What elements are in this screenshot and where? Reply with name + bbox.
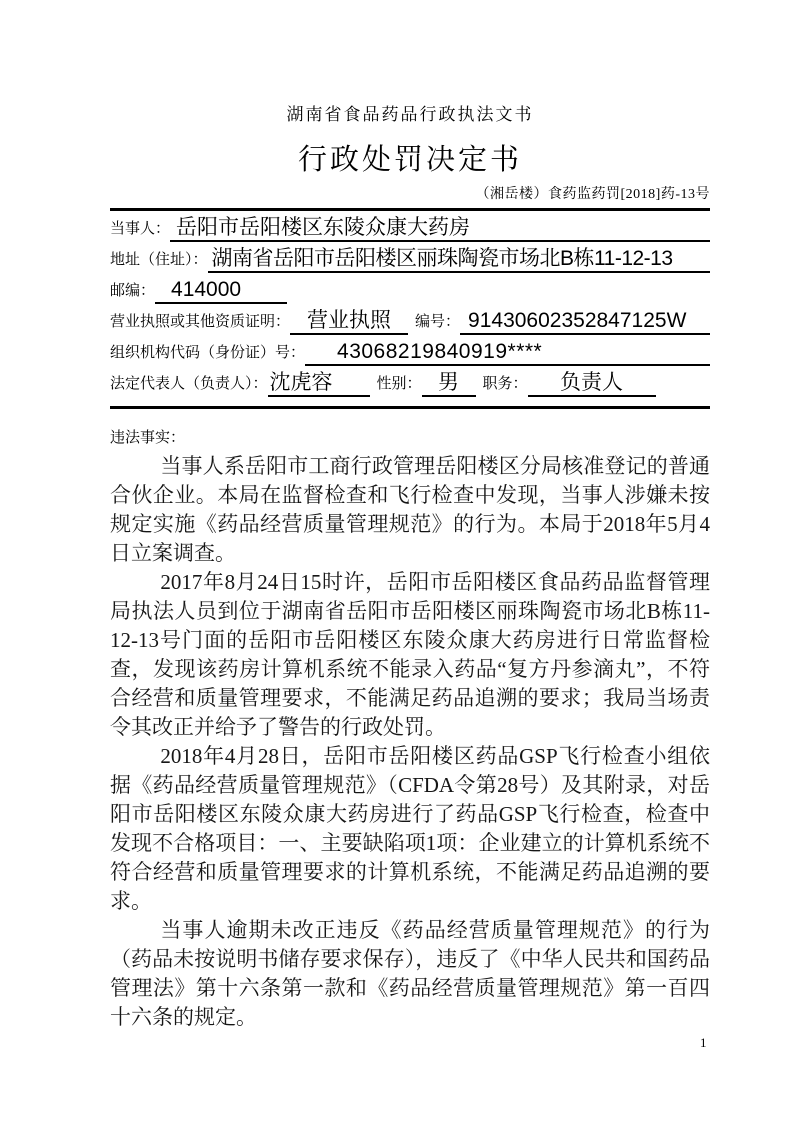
position-value: 负责人 xyxy=(528,371,656,397)
gender-value: 男 xyxy=(422,371,476,397)
section-divider xyxy=(110,406,710,409)
document-type-header: 湖南省食品药品行政执法文书 xyxy=(286,105,534,124)
legal-rep-label: 法定代表人（负责人）： xyxy=(110,376,268,392)
org-code-label: 组织机构代码（身份证）号： xyxy=(110,345,306,361)
document-content xyxy=(110,0,710,1032)
facts-paragraph-4: 当事人逾期未改正违反《药品经营质量管理规范》的行为（药品未按说明书储存要求保存），违反了《中华人民共和国药品管理法》第十六条第一款和《药品经营质量管理规范》第一百四十六条的规定。 xyxy=(110,918,710,1029)
facts-heading: 违法事实： xyxy=(110,430,186,446)
party-value: 岳阳市岳阳楼区东陵众康大药房 xyxy=(170,216,710,242)
field-row-legal-rep xyxy=(110,366,710,397)
field-row-license xyxy=(110,304,710,335)
postcode-label: 邮编： xyxy=(110,283,156,299)
facts-paragraph-3: 2018年4月28日，岳阳市岳阳楼区药品GSP飞行检查小组依据《药品经营质量管理规范》（CFDA令第28号）及其附录，对岳阳市岳阳楼区东陵众康大药房进行了药品GSP飞行检查，检查中发现不合格项目：一、主要缺陷项1项：企业建立的计算机系统不符合经营和质量管理要求的计算机系统，不能满足药品追溯的要求。 xyxy=(110,744,710,913)
document-number: （湘岳楼）食药监药罚[2018]药-13号 xyxy=(475,187,710,202)
position-label: 职务： xyxy=(482,376,528,392)
page-number: 1 xyxy=(700,1035,707,1050)
party-info-section xyxy=(110,211,710,397)
field-row-party xyxy=(110,211,710,242)
document-title: 行政处罚决定书 xyxy=(297,144,522,176)
facts-section xyxy=(110,428,710,1032)
party-label: 当事人： xyxy=(110,221,171,237)
facts-paragraph-2: 2017年8月24日15时许，岳阳市岳阳楼区食品药品监督管理局执法人员到位于湖南省岳阳市岳阳楼区丽珠陶瓷市场北B栋11-12-13号门面的岳阳市岳阳楼区东陵众康大药房进行日常监督检查，发现该药房计算机系统不能录入药品“复方丹参滴丸”，不符合经营和质量管理要求，不能满足药品追溯的要求；我局当场责令其改正并给予了警告的行政处罚。 xyxy=(110,570,710,739)
address-value: 湖南省岳阳市岳阳楼区丽珠陶瓷市场北B栋11-12-13 xyxy=(208,247,710,273)
license-value: 营业执照 xyxy=(290,309,408,335)
license-label: 营业执照或其他资质证明： xyxy=(110,314,291,330)
legal-rep-value: 沈虎容 xyxy=(268,371,370,397)
gender-label: 性别： xyxy=(376,376,422,392)
license-no-label: 编号： xyxy=(415,314,461,330)
field-row-postcode xyxy=(110,273,710,304)
org-code-value: 43068219840919**** xyxy=(305,340,710,366)
field-row-org-code xyxy=(110,335,710,366)
address-label: 地址（住址）： xyxy=(110,252,208,268)
facts-paragraph-1: 当事人系岳阳市工商行政管理岳阳楼区分局核准登记的普通合伙企业。本局在监督检查和飞行检查中发现，当事人涉嫌未按规定实施《药品经营质量管理规范》的行为。本局于2018年5月4日立案调查。 xyxy=(110,454,710,565)
postcode-value: 414000 xyxy=(155,278,287,304)
field-row-address xyxy=(110,242,710,273)
license-no-value: 91430602352847125W xyxy=(460,309,710,335)
